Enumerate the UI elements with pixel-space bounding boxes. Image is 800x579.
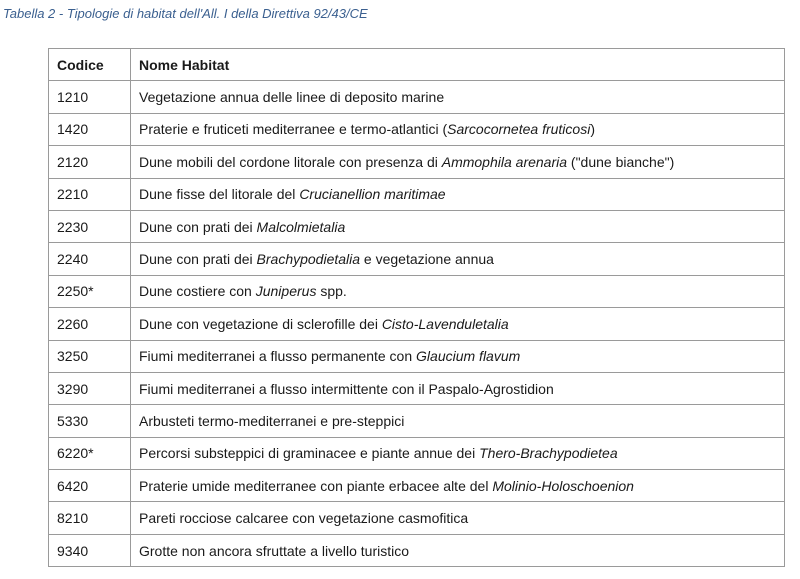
habitat-name-cell: [131, 502, 785, 534]
habitat-name-cell: [131, 210, 785, 242]
table-row: [49, 372, 785, 404]
habitat-name-cell: [131, 178, 785, 210]
habitat-name-text: Grotte non ancora sfruttate a livello turistico: [139, 542, 410, 559]
habitat-name-cell: [131, 243, 785, 275]
table-row: [49, 146, 785, 178]
habitat-code-cell: 9340: [49, 534, 131, 566]
habitat-code-cell: 5330: [49, 405, 131, 437]
habitat-code-cell: 8210: [49, 502, 131, 534]
habitat-code-cell: 2260: [49, 308, 131, 340]
habitat-name-cell: [131, 275, 785, 307]
table-row: [49, 405, 785, 437]
habitat-name-text: Fiumi mediterranei a flusso permanente con: [139, 348, 417, 365]
habitat-name-cell: [131, 437, 785, 469]
habitat-name-italic-text: Molinio-Holoschoenion: [492, 477, 634, 494]
habitat-name-text: Dune mobili del cordone litorale con presenza di: [139, 153, 442, 170]
habitat-name-cell: [131, 534, 785, 566]
habitat-name-cell: [131, 470, 785, 502]
habitat-name-italic-text: Crucianellion maritimae: [299, 186, 446, 203]
habitat-code-cell: 6220*: [49, 437, 131, 469]
habitat-name-cell: [131, 405, 785, 437]
habitat-code-cell: 1420: [49, 113, 131, 145]
habitat-name-italic-text: Brachypodietalia: [256, 251, 361, 268]
table-row: [49, 178, 785, 210]
table-row: [49, 340, 785, 372]
habitat-name-italic-text: Cisto-Lavenduletalia: [381, 315, 509, 332]
habitat-table: [48, 48, 785, 567]
table-row: [49, 470, 785, 502]
habitat-code-cell: 2250*: [49, 275, 131, 307]
habitat-name-cell: [131, 113, 785, 145]
habitat-name-cell: [131, 308, 785, 340]
habitat-name-text: Dune con prati dei: [139, 251, 257, 268]
habitat-code-cell: 2240: [49, 243, 131, 275]
habitat-name-text: Dune costiere con: [139, 283, 256, 300]
habitat-name-text: Dune con vegetazione di sclerofille dei: [139, 315, 382, 332]
table-row: [49, 502, 785, 534]
column-header-name: Nome Habitat: [131, 49, 785, 81]
habitat-name-text: Pareti rocciose calcaree con vegetazione casmofitica: [139, 510, 469, 527]
habitat-code-cell: 2120: [49, 146, 131, 178]
habitat-name-text: Arbusteti termo-mediterranei e pre-steppici: [139, 412, 405, 429]
table-row: [49, 275, 785, 307]
habitat-name-cell: [131, 340, 785, 372]
habitat-name-italic-text: Glaucium flavum: [416, 348, 521, 365]
habitat-code-cell: 6420: [49, 470, 131, 502]
table-row: [49, 113, 785, 145]
habitat-code-cell: 2210: [49, 178, 131, 210]
table-caption: Tabella 2 - Tipologie di habitat dell'All. I della Direttiva 92/43/CE: [3, 6, 368, 21]
habitat-name-cell: [131, 146, 785, 178]
habitat-name-italic-text: Sarcocornetea fruticosi: [447, 121, 591, 138]
table-header-row: [49, 49, 785, 81]
habitat-name-text: ("dune bianche"): [567, 153, 675, 170]
habitat-name-text: ): [590, 121, 595, 138]
habitat-name-italic-text: Thero-Brachypodietea: [479, 445, 618, 462]
habitat-name-text: Praterie e fruticeti mediterranee e termo-atlantici (: [139, 121, 448, 138]
habitat-name-italic-text: Juniperus: [255, 283, 317, 300]
habitat-name-italic-text: Malcolmietalia: [256, 218, 346, 235]
table-row: [49, 210, 785, 242]
habitat-name-text: Vegetazione annua delle linee di deposito marine: [139, 89, 445, 106]
table-row: [49, 308, 785, 340]
habitat-name-text: e vegetazione annua: [360, 251, 494, 268]
habitat-name-text: Fiumi mediterranei a flusso intermittente con il Paspalo-Agrostidion: [139, 380, 554, 397]
habitat-name-cell: [131, 372, 785, 404]
habitat-name-text: Praterie umide mediterranee con piante erbacee alte del: [139, 477, 493, 494]
habitat-name-text: Dune fisse del litorale del: [139, 186, 300, 203]
habitat-name-text: spp.: [316, 283, 347, 300]
table-row: [49, 534, 785, 566]
table-body: [49, 81, 785, 567]
table-row: [49, 81, 785, 113]
habitat-name-italic-text: Ammophila arenaria: [441, 153, 568, 170]
habitat-name-text: Dune con prati dei: [139, 218, 257, 235]
habitat-name-text: Percorsi substeppici di graminacee e piante annue dei: [139, 445, 480, 462]
table-row: [49, 243, 785, 275]
habitat-code-cell: 3250: [49, 340, 131, 372]
table-row: [49, 437, 785, 469]
habitat-code-cell: 1210: [49, 81, 131, 113]
column-header-code: Codice: [49, 49, 131, 81]
habitat-code-cell: 2230: [49, 210, 131, 242]
habitat-code-cell: 3290: [49, 372, 131, 404]
habitat-name-cell: [131, 81, 785, 113]
